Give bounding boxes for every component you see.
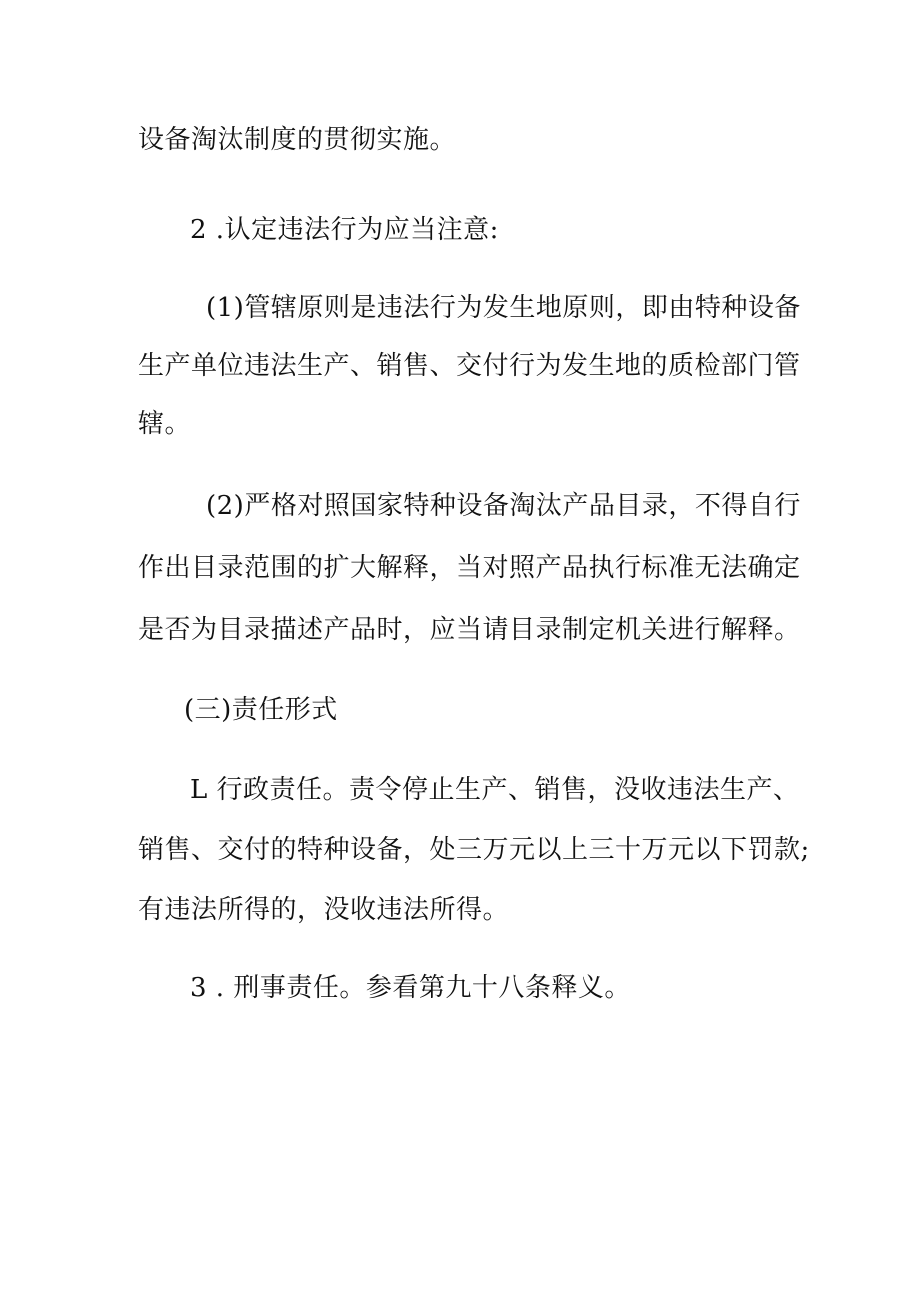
- section-heading: 2 .认定违法行为应当注意:: [190, 215, 499, 245]
- paragraph-line: 有违法所得的，没收违法所得。: [138, 895, 510, 925]
- paragraph-line: 销售、交付的特种设备，处三万元以上三十万元以下罚款;: [138, 835, 810, 865]
- paragraph-line: 作出目录范围的扩大解释，当对照产品执行标准无法确定: [138, 553, 801, 583]
- paragraph-line: 3 . 刑事责任。参看第九十八条释义。: [190, 973, 631, 1003]
- paragraph-line: (2)严格对照国家特种设备淘汰产品目录，不得自行: [206, 491, 801, 521]
- section-heading: (三)责任形式: [184, 695, 338, 725]
- paragraph-line: 辖。: [138, 409, 192, 439]
- paragraph-line: 生产单位违法生产、销售、交付行为发生地的质检部门管: [138, 351, 801, 381]
- paragraph-line: L 行政责任。责令停止生产、销售，没收违法生产、: [190, 775, 800, 805]
- paragraph-line: 是否为目录描述产品时，应当请目录制定机关进行解释。: [138, 615, 801, 645]
- paragraph-line: 设备淘汰制度的贯彻实施。: [138, 125, 457, 155]
- paragraph-line: (1)管辖原则是违法行为发生地原则，即由特种设备: [206, 293, 801, 323]
